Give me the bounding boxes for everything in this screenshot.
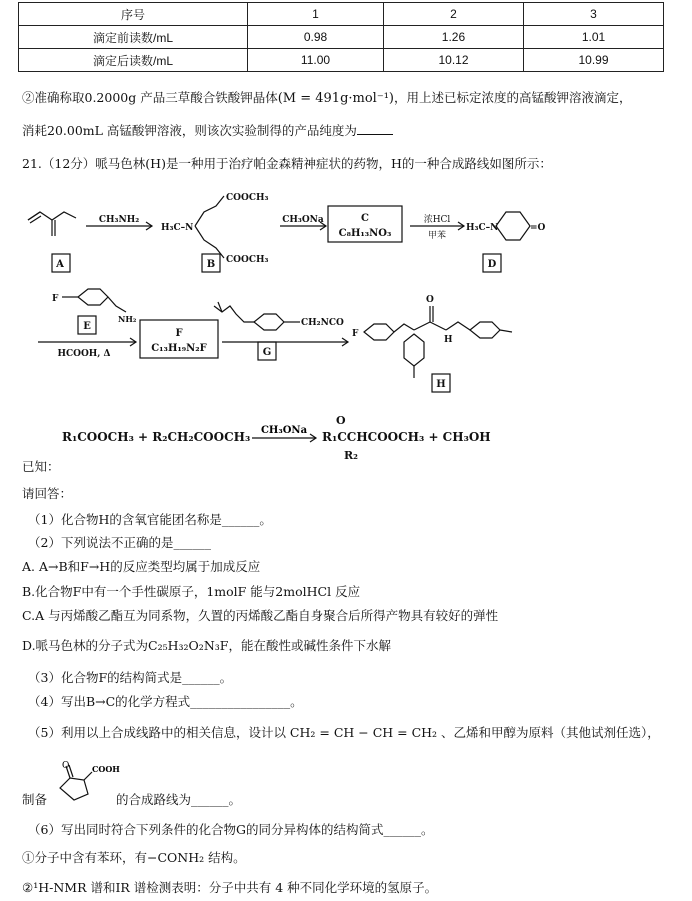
b-left-group: H₃C–N <box>161 223 194 233</box>
option-a: A. A→B和F→H的反应类型均属于加成反应 <box>22 559 261 574</box>
q5-route-blank: 的合成路线为______。 <box>116 792 242 807</box>
q2-text-a: ②准确称取0.2000g 产品三草酸合铁酸钾晶体 <box>22 90 278 105</box>
question-6: （6）写出同时符合下列条件的化合物G的同分异构体的结构简式______。 <box>28 822 434 837</box>
label-b: B <box>206 259 216 270</box>
table-cell: 0.98 <box>248 26 384 49</box>
q5-prepare-label: 制备 <box>22 792 48 807</box>
compound-b-structure <box>195 196 224 258</box>
question-2: （2）下列说法不正确的是______ <box>28 535 211 550</box>
synthesis-scheme <box>18 182 678 402</box>
reagent-ef: HCOOH, Δ <box>57 349 111 359</box>
option-b: B.化合物F中有一个手性碳原子，1molF 能与2molHCl 反应 <box>22 584 361 599</box>
b-top-group: COOCH₃ <box>226 193 269 203</box>
label-e: E <box>83 321 91 332</box>
reagent-bc: CH₃ONa <box>282 215 324 225</box>
q2-text-c: 消耗20.00mL 高锰酸钾溶液，则该次实验制得的产品纯度为 <box>22 123 357 138</box>
table-cell: 1.01 <box>523 26 663 49</box>
condition-2: ②¹H-NMR 谱和IR 谱检测表明：分子中共有 4 种不同化学环境的氢原子。 <box>22 880 438 895</box>
compound-a-structure <box>28 212 76 236</box>
molar-mass-formula: (M = 491g·mol⁻¹) <box>277 91 394 106</box>
known-label: 已知： <box>22 459 60 474</box>
question-5: （5）利用以上合成线路中的相关信息，设计以 CH₂ = CH − CH = CH₂ 、乙烯和甲醇为原料（其他试剂任选）， <box>28 725 660 740</box>
q21-intro: 21.（12分）哌马色林(H)是一种用于治疗帕金森精神症状的药物，H的一种合成路线如图所示： <box>22 156 552 171</box>
table-header-cell: 3 <box>523 3 663 26</box>
known-rhs-r2: R₂ <box>344 449 358 462</box>
e-fluorine: F <box>52 294 59 304</box>
c-formula: C₈H₁₃NO₃ <box>338 228 392 239</box>
table-cell: 1.26 <box>383 26 523 49</box>
answer-blank <box>357 122 393 135</box>
known-rhs-o: O <box>336 414 346 427</box>
compound-h-structure <box>364 306 512 378</box>
known-lhs: R₁COOCH₃ + R₂CH₂COOCH₃ <box>62 430 251 444</box>
target-cooh: COOH <box>92 764 120 774</box>
question-1: （1）化合物H的含氧官能团名称是______。 <box>28 512 272 527</box>
g-isocyanate: CH₂NCO <box>301 318 344 328</box>
condition-1: ①分子中含有苯环，有−CONH₂ 结构。 <box>22 850 246 865</box>
h-carbonyl-o: O <box>426 295 434 305</box>
row-label: 滴定前读数/mL <box>19 26 248 49</box>
target-molecule <box>50 760 120 810</box>
reagent-cd-bottom: 甲苯 <box>427 231 447 241</box>
f-formula: C₁₃H₁₉N₂F <box>151 343 207 354</box>
h-fluorine: F <box>352 329 359 339</box>
table-cell: 10.12 <box>383 49 523 72</box>
f-name: F <box>175 328 183 339</box>
reagent-ab: CH₃NH₂ <box>98 215 140 225</box>
label-a: A <box>56 259 64 270</box>
table-header-cell: 1 <box>248 3 384 26</box>
answers-heading: 请回答： <box>22 486 73 501</box>
label-g: G <box>262 347 272 358</box>
b-bottom-group: COOCH₃ <box>226 255 269 265</box>
option-c: C.A 与丙烯酸乙酯互为同系物，久置的丙烯酸乙酯自身聚合后所得产物具有较好的弹性 <box>22 608 499 623</box>
compound-g-structure <box>214 302 300 330</box>
table-row <box>19 26 664 49</box>
d-left-group: H₃C–N <box>466 223 499 233</box>
q2-line2 <box>22 121 393 139</box>
known-arrow <box>250 420 320 450</box>
table-header-cell: 2 <box>383 3 523 26</box>
q2-line1 <box>22 88 632 106</box>
known-rhs: R₁CCHCOOCH₃ + CH₃OH <box>322 430 491 444</box>
reagent-cd-top: 浓HCl <box>423 215 451 225</box>
label-d: D <box>487 259 497 270</box>
d-right-group: =O <box>530 223 546 233</box>
table-cell: 10.99 <box>523 49 663 72</box>
question-3: （3）化合物F的结构简式是______。 <box>28 670 233 685</box>
compound-e-structure <box>62 289 126 312</box>
q2-text-b: ，用上述已标定浓度的高锰酸钾溶液滴定， <box>393 90 632 105</box>
titration-table <box>18 2 664 72</box>
h-nh: H <box>444 335 453 345</box>
e-amine: NH₂ <box>118 314 137 324</box>
known-reagent: CH₃ONa <box>260 425 308 436</box>
target-ketone-o: O <box>62 761 70 771</box>
table-row <box>19 49 664 72</box>
label-h: H <box>436 379 446 390</box>
compound-d-structure <box>496 212 530 240</box>
table-header-cell: 序号 <box>19 3 248 26</box>
c-name: C <box>361 213 369 224</box>
table-header-row <box>19 3 664 26</box>
question-4: （4）写出B→C的化学方程式________________。 <box>28 694 303 709</box>
row-label: 滴定后读数/mL <box>19 49 248 72</box>
table-cell: 11.00 <box>248 49 384 72</box>
option-d: D.哌马色林的分子式为C₂₅H₃₂O₂N₃F，能在酸性或碱性条件下水解 <box>22 638 391 653</box>
